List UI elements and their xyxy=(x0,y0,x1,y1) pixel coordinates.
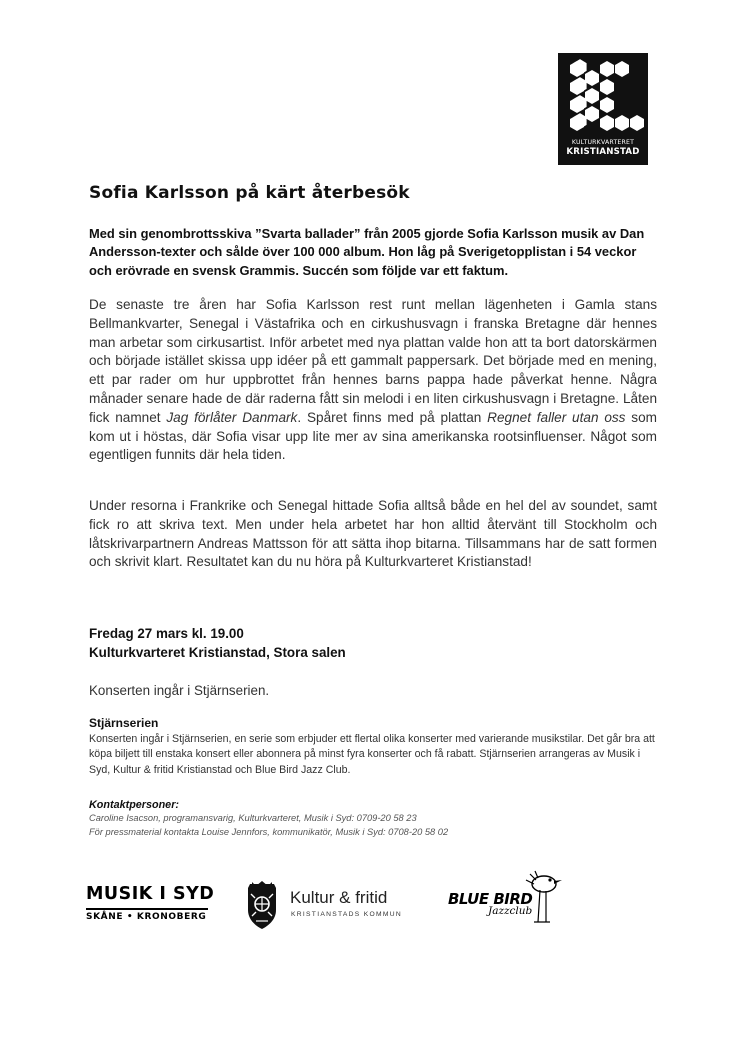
paragraph-1-text-a: De senaste tre åren har Sofia Karlsson rest runt mellan lägenheten i Gamla stans Bellmankvarter, Senegal i Västafrika och en cirkushusvagn i franska Bretagne där hennes man arbetar som cirkusartist. Inför arbetet med nya plattan valde hon att ta bort datorskärmen och började istället skissa upp idéer på ett gammalt pappersark. Det började med en mening, ett par rader om hur uppbrottet från hennes barns pappa hade påverkat henne. Några månader senare hade de där raderna fått sin melodi i en liten cirkushusvagn i Bretagne. Låten fick namnet xyxy=(89,297,657,425)
lead-paragraph: Med sin genombrottsskiva ”Svarta ballader” från 2005 gjorde Sofia Karlsson musik av Dan Andersson-texter och sålde över 100 000 album. Hon låg på Sverigetopplistan i 54 veckor och erövrade en svensk Grammis. Succén som följde var ett faktum. xyxy=(89,226,645,278)
contact-line-1: Caroline Isacson, programansvarig, Kulturkvarteret, Musik i Syd: 0709-20 58 23 xyxy=(89,813,417,823)
musik-i-syd-rule xyxy=(86,908,208,910)
blue-bird-logo xyxy=(446,868,566,926)
blue-bird-subtitle: Jazzclub xyxy=(488,905,533,917)
concert-note: Konserten ingår i Stjärnserien. xyxy=(89,683,270,698)
musik-i-syd-logo xyxy=(86,884,215,928)
album-title: Regnet faller utan oss xyxy=(487,409,626,425)
song-title: Jag förlåter Danmark xyxy=(166,409,298,425)
musik-i-syd-region: SKÅNE • KRONOBERG xyxy=(86,912,207,922)
page-title: Sofia Karlsson på kärt återbesök xyxy=(89,183,410,203)
logo-line-1: KULTURKVARTERET xyxy=(571,139,635,146)
kulturkvarteret-logo xyxy=(558,53,648,165)
contact-line-2: För pressmaterial kontakta Louise Jennfors, kommunikatör, Musik i Syd: 0708-20 58 02 xyxy=(89,827,449,837)
stjarnserien-text: Konserten ingår i Stjärnserien, en serie som erbjuder ett flertal olika konserter med varierande musikstilar. Det går bra att köpa biljett till enstaka konsert eller abonnera på minst fyra konserter och få rabatt. Stjärnserien arrangeras av Musik i Syd, Kultur & fritid Kristianstad och Blue Bird Jazz Club. xyxy=(89,733,655,776)
kultur-fritid-municipality: KRISTIANSTADS KOMMUN xyxy=(291,911,402,918)
blue-bird-name: BLUE BIRD xyxy=(448,890,533,908)
stjarnserien-heading: Stjärnserien xyxy=(89,716,159,730)
paragraph-1-text-c: som kom ut i höstas, där Sofia visar upp lite mer av sina amerikanska rootsinfluenser. Något som egentligen funnits där hela tiden. xyxy=(89,409,657,463)
event-date: Fredag 27 mars kl. 19.00 xyxy=(89,626,244,641)
coat-of-arms-icon xyxy=(242,880,282,930)
event-venue: Kulturkvarteret Kristianstad, Stora salen xyxy=(89,645,346,660)
body-paragraph-2: Under resorna i Frankrike och Senegal hittade Sofia alltså både en hel del av soundet, samt fick ro att skriva text. Men under hela arbetet har hon alltid återvänt till Stockholm och låtskrivarpartnern Andreas Mattsson för att sätta ihop bitarna. Tillsammans har de satt formen och skrivit klart. Resultatet kan du nu höra på Kulturkvarteret Kristianstad! xyxy=(89,498,657,570)
contacts-heading: Kontaktpersoner: xyxy=(89,799,179,811)
paragraph-1-text-b: . Spåret finns med på plattan xyxy=(297,409,488,425)
hexagon-pattern-icon xyxy=(558,53,648,137)
kultur-fritid-logo xyxy=(242,880,412,930)
body-paragraph-1 xyxy=(89,296,657,465)
logo-line-2: KRISTIANSTAD xyxy=(566,147,640,157)
kultur-fritid-name: Kultur & fritid xyxy=(290,888,388,907)
musik-i-syd-name: MUSIK I SYD xyxy=(86,884,215,904)
